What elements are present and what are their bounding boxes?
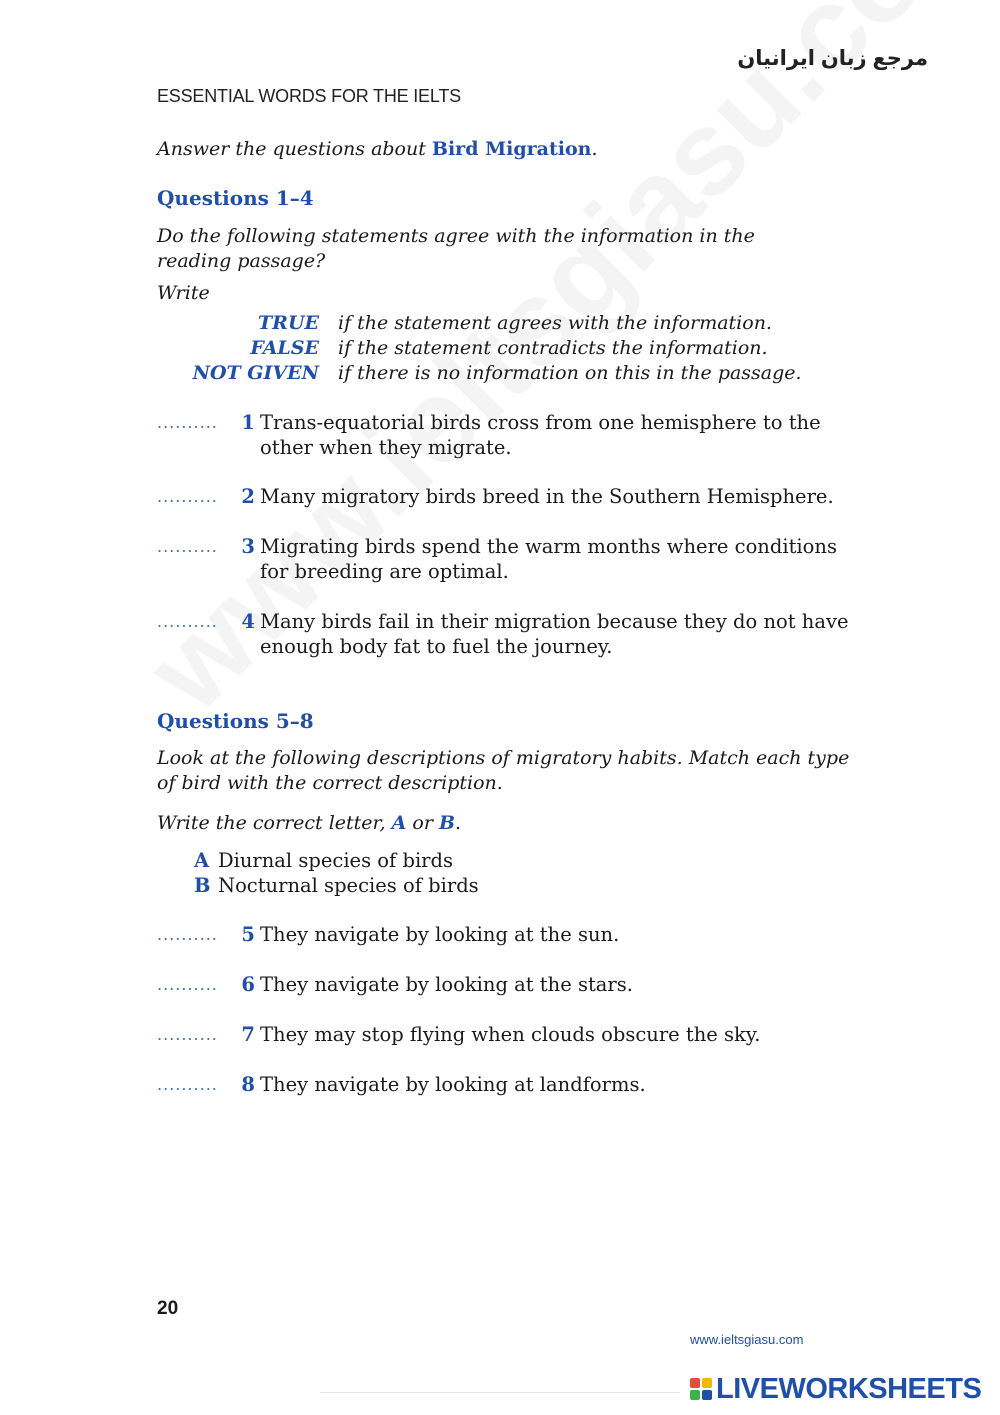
question-text-7: They may stop flying when clouds obscure the sky. bbox=[260, 1023, 761, 1046]
question-5 bbox=[157, 922, 897, 947]
question-number-2: 2 bbox=[241, 485, 255, 508]
option-b-letter: B bbox=[194, 874, 211, 897]
question-4 bbox=[157, 609, 897, 659]
letter-a-ref: A bbox=[391, 812, 407, 834]
option-a-text: Diurnal species of birds bbox=[218, 849, 453, 872]
logo-square-red bbox=[690, 1378, 700, 1388]
section2-instruction-1: Look at the following descriptions of migratory habits. Match each type bbox=[157, 747, 850, 769]
question-number-7: 7 bbox=[241, 1023, 255, 1046]
question-text-6: They navigate by looking at the stars. bbox=[260, 973, 633, 996]
intro-suffix: . bbox=[591, 138, 598, 160]
question-text-4 bbox=[260, 609, 900, 659]
logo-square-green bbox=[690, 1390, 700, 1400]
key-desc-true: if the statement agrees with the information. bbox=[338, 312, 772, 334]
section1-instruction-1: Do the following statements agree with the information in the bbox=[157, 225, 755, 247]
question-number-3: 3 bbox=[241, 535, 255, 558]
section2-instruction-2: of bird with the correct description. bbox=[157, 772, 503, 794]
option-a bbox=[194, 848, 453, 873]
key-desc-not-given: if there is no information on this in the passage. bbox=[338, 362, 802, 384]
question-8 bbox=[157, 1072, 897, 1097]
answer-blank-4[interactable]: .......... bbox=[157, 612, 218, 631]
logo-square-yellow bbox=[702, 1378, 712, 1388]
section1-instruction-2: reading passage? bbox=[157, 250, 326, 272]
question-number-5: 5 bbox=[241, 923, 255, 946]
answer-blank-8[interactable]: .......... bbox=[157, 1075, 218, 1094]
key-term-true: TRUE bbox=[258, 312, 319, 334]
persian-title: مرجع زبان ایرانیان bbox=[737, 47, 928, 70]
intro-prefix: Answer the questions about bbox=[157, 138, 432, 160]
question-3 bbox=[157, 534, 897, 584]
option-a-letter: A bbox=[194, 849, 210, 872]
question-number-4: 4 bbox=[241, 610, 255, 633]
letter-b-ref: B bbox=[438, 812, 456, 834]
question-text-1-line2: other when they migrate. bbox=[260, 436, 512, 459]
section2-heading: Questions 5–8 bbox=[157, 709, 314, 733]
question-text-4-line2: enough body fat to fuel the journey. bbox=[260, 635, 613, 658]
answer-blank-1[interactable]: .......... bbox=[157, 413, 218, 432]
section1-write: Write bbox=[157, 282, 210, 304]
intro-topic: Bird Migration bbox=[431, 138, 592, 160]
question-number-1: 1 bbox=[241, 411, 255, 434]
write-suffix: . bbox=[455, 812, 462, 834]
answer-blank-5[interactable]: .......... bbox=[157, 925, 218, 944]
key-term-not-given: NOT GIVEN bbox=[192, 362, 319, 384]
answer-blank-7[interactable]: .......... bbox=[157, 1025, 218, 1044]
section2-write bbox=[157, 811, 461, 836]
footer-divider bbox=[320, 1392, 680, 1393]
question-text-5: They navigate by looking at the sun. bbox=[260, 923, 620, 946]
question-text-1-line1: Trans-equatorial birds cross from one hemisphere to the bbox=[260, 411, 821, 434]
liveworksheets-text: LIVEWORKSHEETS bbox=[716, 1372, 982, 1405]
running-head: ESSENTIAL WORDS FOR THE IELTS bbox=[157, 86, 461, 106]
liveworksheets-brand[interactable] bbox=[690, 1374, 981, 1404]
question-number-6: 6 bbox=[241, 973, 255, 996]
question-6 bbox=[157, 972, 897, 997]
key-desc-false: if the statement contradicts the information. bbox=[338, 337, 768, 359]
question-text-3 bbox=[260, 534, 900, 584]
answer-blank-2[interactable]: .......... bbox=[157, 487, 218, 506]
question-number-8: 8 bbox=[241, 1073, 255, 1096]
liveworksheets-logo-icon bbox=[690, 1378, 712, 1400]
answer-blank-3[interactable]: .......... bbox=[157, 537, 218, 556]
answer-blank-6[interactable]: .......... bbox=[157, 975, 218, 994]
intro-line bbox=[157, 137, 597, 162]
question-text-4-line1: Many birds fail in their migration because they do not have bbox=[260, 610, 849, 633]
question-2 bbox=[157, 484, 897, 509]
question-text-3-line2: for breeding are optimal. bbox=[260, 560, 509, 583]
write-or: or bbox=[406, 812, 439, 834]
page-number: 20 bbox=[157, 1298, 179, 1319]
key-term-false: FALSE bbox=[250, 337, 319, 359]
option-b bbox=[194, 873, 479, 898]
logo-square-blue bbox=[702, 1390, 712, 1400]
question-text-3-line1: Migrating birds spend the warm months where conditions bbox=[260, 535, 837, 558]
question-text-8: They navigate by looking at landforms. bbox=[260, 1073, 646, 1096]
question-1 bbox=[157, 410, 897, 460]
footer-url[interactable]: www.ieltsgiasu.com bbox=[690, 1332, 804, 1347]
question-7 bbox=[157, 1022, 897, 1047]
question-text-2: Many migratory birds breed in the Southern Hemisphere. bbox=[260, 485, 834, 508]
section1-heading: Questions 1–4 bbox=[157, 186, 314, 210]
option-b-text: Nocturnal species of birds bbox=[218, 874, 479, 897]
write-prefix: Write the correct letter, bbox=[157, 812, 392, 834]
question-text-1 bbox=[260, 410, 900, 460]
